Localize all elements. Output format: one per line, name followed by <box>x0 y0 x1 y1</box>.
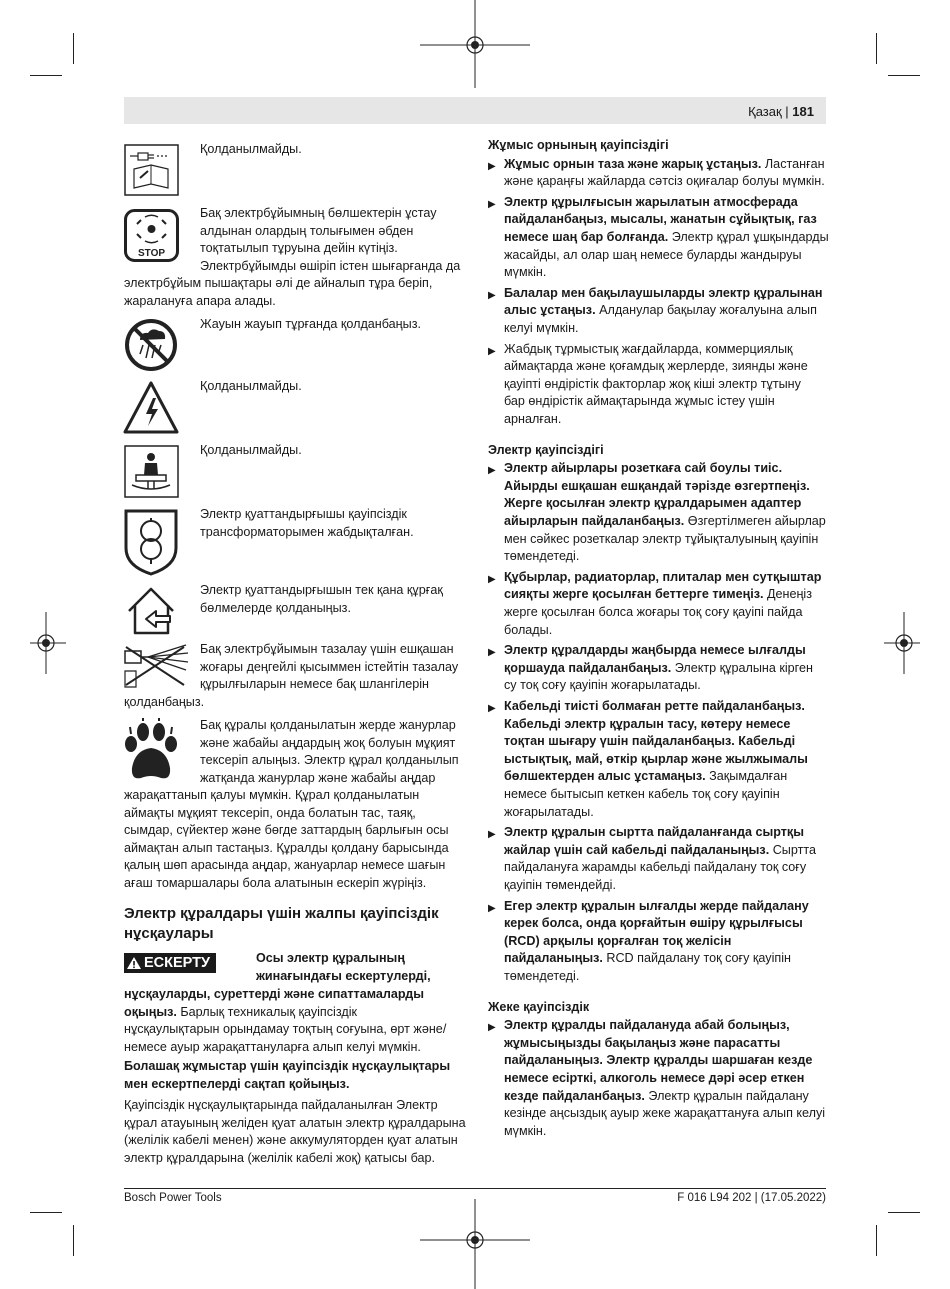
text-normal: Зақымдалған <box>705 769 788 784</box>
text-normal: Өзгертілмеген айырлар <box>684 513 826 528</box>
text-line: электрбұйым пышақтары әлі де айналып тұра беріп, <box>124 276 433 290</box>
text-line <box>504 1070 834 1088</box>
footer-right: F 016 L94 202 | (17.05.2022) <box>677 1192 826 1204</box>
crop-mark <box>73 33 74 64</box>
text-bold: жайлар үшін сай кабельді пайдаланыңыз. <box>504 842 770 857</box>
text-bold: Айырды ешқашан ешқандай тәрізде өзгертпеңіз. <box>504 478 810 493</box>
text-normal: Барлық техникалық қауіпсіздік <box>176 1004 357 1019</box>
bullet-arrow-icon: ▶ <box>488 647 496 659</box>
text-line <box>504 495 834 513</box>
text-line: арналған. <box>504 411 562 426</box>
section-heading <box>124 904 439 944</box>
text-line: Электр қуаттандырғышын тек қана құрғақ <box>200 583 443 597</box>
text-line <box>504 842 834 860</box>
bullet-arrow-icon: ▶ <box>488 160 496 172</box>
text-bold: жұмысыңызды бақылаңыз және парасатты <box>504 1035 781 1050</box>
text-line: Қауіпсіздік нұсқаулықтарында пайдаланылған Электр <box>124 1098 438 1112</box>
bullet-arrow-icon: ▶ <box>488 573 496 585</box>
text-line: тексеріп алыңыз. Электр құрал қолданылып <box>200 753 459 768</box>
text-line <box>504 898 834 916</box>
text-normal: Электр құрал ұшқындарды <box>668 229 829 244</box>
text-bold: Электр құралдарды жаңбырда немесе ылғалды <box>504 643 806 658</box>
text-bold: Электр құралын сыртта пайдаланғанда сыртқы <box>504 825 804 840</box>
bullet-item <box>488 341 834 429</box>
bullet-item <box>488 569 834 639</box>
section-title: Электр қауіпсіздігі <box>488 442 604 457</box>
text-line <box>504 460 834 478</box>
bullet-arrow-icon: ▶ <box>488 829 496 841</box>
text-line: нұсқаулықтарын орындамау тоқтың соғуына, өрт және/ <box>124 1022 447 1037</box>
icon-description-cont <box>124 787 449 893</box>
text-line: жарақаттанып қалуы мүмкін. Құрал қолданылатын <box>124 788 420 802</box>
text-line <box>504 569 834 587</box>
text-line: Қолданылмайды. <box>200 443 302 457</box>
text-line: мүмкін. <box>504 265 547 280</box>
text-bold: сияқты жерге қосылған беттерге тимеңіз. <box>504 587 764 602</box>
text-bold: тоқтан шығару үшін пайдаланбаңыз. Кабельді <box>504 734 796 749</box>
text-bold: Құбырлар, радиаторлар, плиталар мен сутқыштар <box>504 569 822 584</box>
text-line: және қараңғы жайларда сәтсіз оқиғалар болуы мүмкін. <box>504 174 825 189</box>
crop-mark <box>30 75 62 76</box>
text-line: Бақ құралы қолданылатын жерде жанурлар <box>200 718 456 732</box>
text-line: Электр қуаттандырғышы қауіпсіздік <box>200 507 407 521</box>
text-line: аймақтарда және қоғамдық жерлерде, зиянды және <box>504 359 808 374</box>
no-rain-icon <box>124 318 178 372</box>
text-line <box>504 933 834 951</box>
crop-mark <box>876 33 877 64</box>
text-line <box>504 950 834 968</box>
icon-description <box>200 717 459 787</box>
text-line: Электрбұйымды өшіріп істен шығарғанда да <box>200 258 461 273</box>
section-name: Қазақ <box>748 104 782 119</box>
text-line <box>504 768 834 786</box>
text-bold: Кабельді электр құралын тасу, көтеру немесе <box>504 716 791 731</box>
text-line: және жабайы аңдардың жоқ болуын мұқият <box>200 735 456 750</box>
warning-text <box>124 986 446 1056</box>
text-line <box>504 698 834 716</box>
text-bold: немесе есірткі, алкоголь немесе дәрі әсер еткен <box>504 1070 805 1085</box>
text-line: мүмкін. <box>504 1123 547 1138</box>
text-line: бөлмелерде қолданыңыз. <box>200 600 351 615</box>
text-bold: Жұмыс орнын таза және жарық ұстаңыз. <box>504 156 762 171</box>
text-bold: бөлшектерден алыс ұстамаңыз. <box>504 769 706 784</box>
operator-machine-icon <box>124 445 179 498</box>
text-line: Бақ электрбұйымның бөлшектерін ұстау <box>200 206 437 220</box>
text-line: ағаш томаршалары бола алатынын ескеріп жүріңіз. <box>124 875 427 890</box>
icon-description-cont <box>124 694 204 712</box>
svg-text:STOP: STOP <box>137 248 166 259</box>
text-line: келуі мүмкін. <box>504 320 579 335</box>
crop-mark <box>73 1225 74 1256</box>
text-line <box>504 915 834 933</box>
text-line <box>124 1004 446 1022</box>
text-line <box>504 211 834 229</box>
registration-mark-icon <box>420 0 530 95</box>
page-header: Қазақ | 181 <box>748 104 814 119</box>
text-line: қауіпін төмендейді. <box>504 877 616 892</box>
text-bold: Егер электр құралын ылғалды жерде пайдалану <box>504 898 809 913</box>
footer-rule <box>124 1188 826 1189</box>
indoor-use-icon <box>124 585 180 637</box>
text-line <box>504 824 834 842</box>
text-line <box>504 1088 834 1106</box>
text-line: Қолданылмайды. <box>200 142 302 156</box>
text-line <box>504 586 834 604</box>
text-bold: кезде пайдаланбаңыз. <box>504 1088 645 1103</box>
crop-mark <box>30 1212 62 1213</box>
registration-mark-icon <box>26 612 66 674</box>
text-line: Бақ электрбұйымын тазалау үшін ешқашан <box>200 642 454 656</box>
save-instructions <box>124 1058 450 1093</box>
bullet-item <box>488 824 834 894</box>
text-line: Жабдық тұрмыстық жағдайларда, коммерциялық <box>504 341 793 356</box>
bullet-item <box>488 194 834 282</box>
stop-rotation-icon <box>124 209 179 262</box>
text-line: төмендетеді. <box>504 549 580 564</box>
bullet-arrow-icon: ▶ <box>488 289 496 301</box>
text-line: Қолданылмайды. <box>200 379 302 393</box>
text-line <box>504 751 834 769</box>
bullet-arrow-icon: ▶ <box>488 345 496 357</box>
bullet-item <box>488 698 834 821</box>
heading-line: Электр құралдары үшін жалпы қауіпсіздік <box>124 905 439 922</box>
paragraph <box>124 1097 466 1167</box>
text-bold: Кабельді тиісті болмаған ретте пайдаланбаңыз. <box>504 699 805 713</box>
text-line: құрал атауының желіден қуат алатын электр құралдарына <box>124 1115 466 1130</box>
text-line: Жауын жауып тұрғанда қолданбаңыз. <box>200 317 421 331</box>
icon-description <box>200 141 302 159</box>
text-bold: алыс ұстаңыз. <box>504 303 596 318</box>
text-line <box>504 285 834 303</box>
page-number: 181 <box>792 104 814 119</box>
bullet-item <box>488 156 834 191</box>
safety-transformer-icon <box>123 508 179 576</box>
text-line: сымдар, сүйектер және бөгде заттардың барлығын осы <box>124 823 449 838</box>
text-line: төмендетеді. <box>504 968 580 983</box>
text-line: қолданбаңыз. <box>124 695 205 709</box>
text-bold: ыстықтық, май, өткір қырлар және жылжымалы <box>504 751 808 766</box>
bullet-arrow-icon: ▶ <box>488 902 496 914</box>
section-title: Жеке қауіпсіздік <box>488 999 590 1014</box>
text-line: су тоқ соғу қауіпін жоғарылатады. <box>504 678 701 693</box>
registration-mark-icon <box>420 1194 530 1289</box>
text-line: пайдалануға жарамды кабельді пайдалану тоқ соғу <box>504 860 807 875</box>
icon-description-cont <box>124 275 432 310</box>
bullet-arrow-icon: ▶ <box>488 1022 496 1034</box>
text-line: жатқанда жанурлар және жабайы аңдар <box>200 770 436 785</box>
heading-line: нұсқаулары <box>124 925 214 942</box>
text-line: қалың шөп арасында аңдар, жануарлар немесе шағын <box>124 858 446 873</box>
plug-manual-icon <box>124 144 179 196</box>
bullet-item <box>488 460 834 566</box>
text-line: жаралануға апара алады. <box>124 293 276 308</box>
bullet-arrow-icon: ▶ <box>488 465 496 477</box>
text-line: болады. <box>504 622 553 637</box>
bullet-arrow-icon: ▶ <box>488 703 496 714</box>
text-line: электр құралдарына (желілік кабелі жоқ) қатысы бар. <box>124 1150 436 1165</box>
text-normal: Алданулар бақылау жоғалуына алып <box>595 303 817 318</box>
warning-label <box>124 953 216 973</box>
text-line: трансформаторымен жабдықталған. <box>200 524 414 539</box>
text-normal: Сыртта <box>769 842 816 857</box>
text-line: немесе бытысып кеткен кабель тоқ соғу қауіпін <box>504 786 780 801</box>
text-line: Осы электр құралының <box>256 951 405 965</box>
text-line: кезінде аңсыздық ауыр жеке жарақаттануға алып келуі <box>504 1106 826 1121</box>
warning-triangle-icon <box>126 956 142 970</box>
text-line: (желілік кабелі менен) және аккумуляторден қуат алатын <box>124 1133 458 1148</box>
icon-description <box>200 378 302 396</box>
text-normal: Денеңіз <box>763 587 812 602</box>
text-bold: (RCD) арқылы қорғалған тоқ желісін <box>504 933 732 948</box>
text-line: немесе ауыр жарақаттануларға алып келуі мүмкін. <box>124 1039 421 1054</box>
text-bold: оқыңыз. <box>124 1004 177 1019</box>
text-line: жасайды, ал олар шаң немесе буларды жандыруы <box>504 247 802 262</box>
crop-mark <box>888 1212 920 1213</box>
text-line <box>504 660 834 678</box>
bullet-item <box>488 1017 834 1140</box>
text-line: құрылғыларын немесе бақ шлангілерін <box>200 677 429 692</box>
text-normal: Электр құралына кірген <box>671 660 813 675</box>
footer-left: Bosch Power Tools <box>124 1192 222 1204</box>
text-bold: қоршауда пайдаланбаңыз. <box>504 660 672 675</box>
text-line <box>504 1035 834 1053</box>
icon-description <box>200 582 443 617</box>
text-normal: Ластанған <box>761 156 825 171</box>
registration-mark-icon <box>884 612 924 674</box>
bullet-item <box>488 898 834 986</box>
text-line: аймақтан алып тастаңыз. Құралды қолдану барысында <box>124 840 449 855</box>
warning-bold-text <box>256 950 431 985</box>
text-line: қауіпті өндірістік факторлар жоқ кіші электр тұтыну <box>504 376 801 391</box>
bullet-item <box>488 642 834 695</box>
warning-label-text: ЕСКЕРТУ <box>144 955 211 971</box>
text-line: аймақты мұқият тексеріп, онда болатын тас, таяқ, <box>124 805 416 820</box>
bullet-arrow-icon: ▶ <box>488 198 496 210</box>
bullet-item <box>488 285 834 338</box>
text-normal: Электр құралын пайдалану <box>644 1088 809 1103</box>
text-line <box>504 302 834 320</box>
text-line: жоғарылатады. <box>504 804 594 819</box>
text-bold: айырларын пайдаланбаңыз. <box>504 513 685 528</box>
text-bold: пайдаланыңыз. Электр құралды шаршаған кезде <box>504 1053 813 1068</box>
text-bold: пайдаланбаңыз, мысалы, жанатын сұйықтық, газ <box>504 212 817 227</box>
text-line: жоғары деңгейлі қысыммен істейтін тазалау <box>200 659 459 674</box>
header-bar <box>124 97 826 124</box>
crop-mark <box>888 75 920 76</box>
text-bold: Электр құралды пайдалануда абай болыңыз, <box>504 1018 790 1033</box>
text-bold: Электр айырлары розеткаға сай боулы тиіс. <box>504 461 783 476</box>
icon-description <box>200 316 421 334</box>
crop-mark <box>876 1225 877 1256</box>
text-line: тоқтатылып тұруына дейін күтіңіз. <box>200 241 398 256</box>
icon-description <box>200 442 302 460</box>
no-pressure-washer-icon <box>124 643 190 688</box>
text-line <box>504 716 834 734</box>
text-line <box>504 1052 834 1070</box>
text-bold: Электр құрылғысын жарылатын атмосферада <box>504 194 798 209</box>
high-voltage-icon <box>122 380 180 436</box>
section-title: Жұмыс орнының қауіпсіздігі <box>488 138 669 152</box>
text-line <box>504 642 834 660</box>
text-bold: Жерге қосылған электр құралдарымен адаптер <box>504 496 802 511</box>
text-bold: Балалар мен бақылаушыларды электр құралынан <box>504 285 823 300</box>
text-bold: пайдаланыңыз. <box>504 951 603 966</box>
text-line <box>504 156 834 174</box>
text-line <box>504 733 834 751</box>
text-bold: керек болса, онда қорғайтын өшіру құрылғысы <box>504 916 803 931</box>
icon-description <box>200 506 414 541</box>
text-line: жинағындағы ескертулерді, <box>256 968 431 983</box>
icon-description <box>200 205 460 275</box>
text-line <box>504 478 834 496</box>
text-line: бар өндірістік аймақтарында жұмыс істеу үшін <box>504 394 775 409</box>
text-bold: немесе шаң бар болғанда. <box>504 229 669 244</box>
text-normal: RCD пайдалану тоқ соғу қауіпін <box>602 951 791 966</box>
icon-description <box>200 641 458 694</box>
text-line <box>504 229 834 247</box>
text-line <box>504 194 834 212</box>
text-line: алдынан олардың толығымен әбден <box>200 223 414 238</box>
text-line: мен ескертпелерді сақтап қойыңыз. <box>124 1076 350 1091</box>
text-line <box>504 513 834 531</box>
text-line <box>504 1017 834 1035</box>
text-line: жерге қосылған болса жоғары тоқ соғу қауіпі пайда <box>504 604 803 619</box>
text-line: Болашақ жұмыстар үшін қауіпсіздік нұсқаулықтары <box>124 1059 451 1073</box>
animal-paw-icon <box>123 718 179 784</box>
text-line: нұсқауларды, суреттерді және сипаттамаларды <box>124 987 424 1001</box>
text-line: мен сәйкес розеткалар электр тұйықталуының қауіпін <box>504 531 819 546</box>
